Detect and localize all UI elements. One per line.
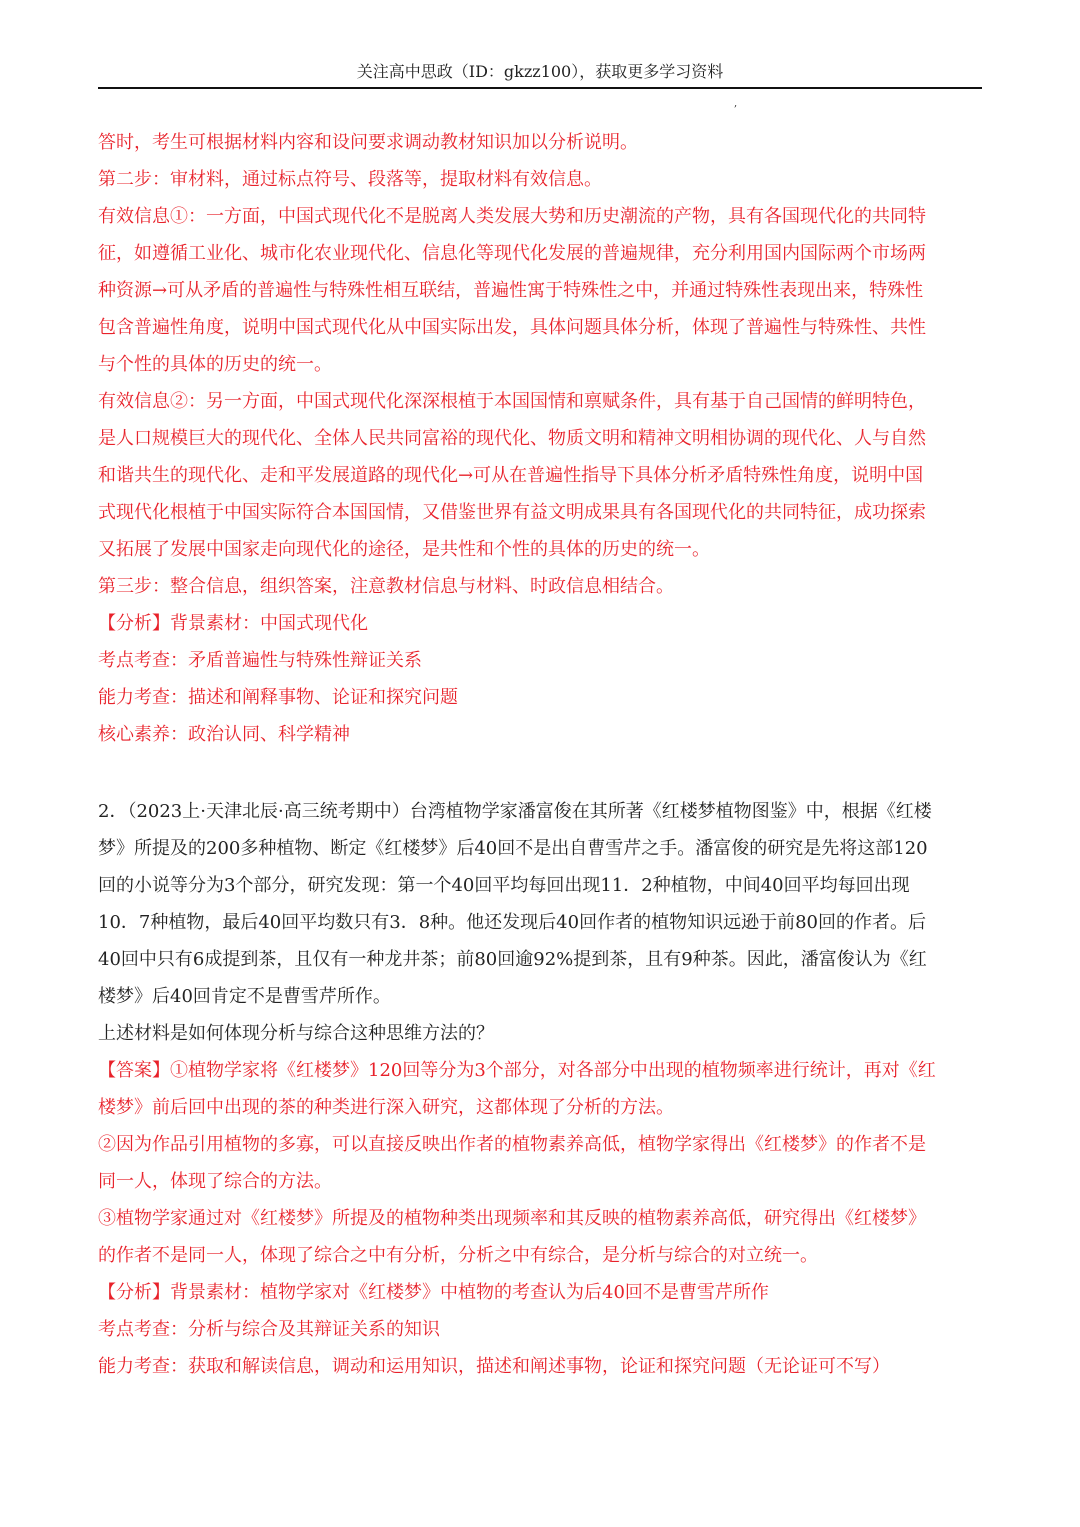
question-line: 10．7种植物，最后40回平均数只有3．8种。他还发现后40回作者的植物知识远逊于前80回的作者。后 [98,912,926,933]
text-line: 有效信息②：另一方面，中国式现代化深深根植于本国国情和禀赋条件，具有基于自己国情的鲜明特色， [98,391,926,412]
answer-line: 【答案】①植物学家将《红楼梦》120回等分为3个部分，对各部分中出现的植物频率进行统计，再对《红 [98,1060,936,1081]
analysis-line: 能力考查：描述和阐释事物、论证和探究问题 [98,687,458,708]
analysis-line: 【分析】背景素材：植物学家对《红楼梦》中植物的考查认为后40回不是曹雪芹所作 [98,1282,769,1303]
answer-line: ②因为作品引用植物的多寡，可以直接反映出作者的植物素养高低，植物学家得出《红楼梦》的作者不是 [98,1134,926,1155]
analysis-line: 考点考查：矛盾普遍性与特殊性辩证关系 [98,650,422,671]
question-prompt: 上述材料是如何体现分析与综合这种思维方法的？ [98,1023,494,1044]
answer-line: 同一人，体现了综合的方法。 [98,1171,332,1192]
section-gap [98,753,982,793]
question-line: 2．（2023上·天津北辰·高三统考期中）台湾植物学家潘富俊在其所著《红楼梦植物图鉴》中，根据《红楼 [98,801,932,822]
text-line: 和谐共生的现代化、走和平发展道路的现代化→可从在普遍性指导下具体分析矛盾特殊性角度，说明中国 [98,465,924,486]
text-line: 式现代化根植于中国实际符合本国国情，又借鉴世界有益文明成果具有各国现代化的共同特征，成功探索 [98,502,926,523]
text-line: 征，如遵循工业化、城市化农业现代化、信息化等现代化发展的普遍规律，充分利用国内国际两个市场两 [98,243,926,264]
header-divider [98,87,982,89]
analysis-line: 【分析】背景素材：中国式现代化 [98,613,368,634]
stray-mark: , [734,98,738,109]
answer-line: 的作者不是同一人，体现了综合之中有分析，分析之中有综合，是分析与综合的对立统一。 [98,1245,818,1266]
text-line: 第三步：整合信息，组织答案，注意教材信息与材料、时政信息相结合。 [98,576,674,597]
question-line: 梦》所提及的200多种植物、断定《红楼梦》后40回不是出自曹雪芹之手。潘富俊的研究是先将这部120 [98,838,928,859]
analysis-line: 核心素养：政治认同、科学精神 [98,724,350,745]
text-line: 答时，考生可根据材料内容和设问要求调动教材知识加以分析说明。 [98,132,638,153]
question-2 [98,793,982,1385]
text-line: 是人口规模巨大的现代化、全体人民共同富裕的现代化、物质文明和精神文明相协调的现代化、人与自然 [98,428,926,449]
text-line: 第二步：审材料，通过标点符号、段落等，提取材料有效信息。 [98,169,602,190]
document-body [98,124,982,1385]
text-line: 与个性的具体的历史的统一。 [98,354,332,375]
text-line: 有效信息①：一方面，中国式现代化不是脱离人类发展大势和历史潮流的产物，具有各国现代化的共同特 [98,206,926,227]
section-answer-explanation [98,124,982,753]
question-line: 回的小说等分为3个部分，研究发现：第一个40回平均每回出现11．2种植物，中间40回平均每回出现 [98,875,910,896]
text-line: 种资源→可从矛盾的普遍性与特殊性相互联结，普遍性寓于特殊性之中，并通过特殊性表现出来，特殊性 [98,280,924,301]
page-header: 关注高中思政（ID：gkzz100），获取更多学习资料 [356,62,724,81]
question-line: 40回中只有6成提到茶，且仅有一种龙井茶；前80回逾92%提到茶，且有9种茶。因此，潘富俊认为《红 [98,949,927,970]
answer-line: ③植物学家通过对《红楼梦》所提及的植物种类出现频率和其反映的植物素养高低，研究得出《红楼梦》 [98,1208,926,1229]
text-line: 又拓展了发展中国家走向现代化的途径，是共性和个性的具体的历史的统一。 [98,539,710,560]
text-line: 包含普遍性角度，说明中国式现代化从中国实际出发，具体问题具体分析，体现了普遍性与特殊性、共性 [98,317,926,338]
answer-line: 楼梦》前后回中出现的茶的种类进行深入研究，这都体现了分析的方法。 [98,1097,674,1118]
question-line: 楼梦》后40回肯定不是曹雪芹所作。 [98,986,391,1007]
analysis-line: 考点考查：分析与综合及其辩证关系的知识 [98,1319,440,1340]
analysis-line: 能力考查：获取和解读信息，调动和运用知识，描述和阐述事物，论证和探究问题（无论证可不写） [98,1356,890,1377]
